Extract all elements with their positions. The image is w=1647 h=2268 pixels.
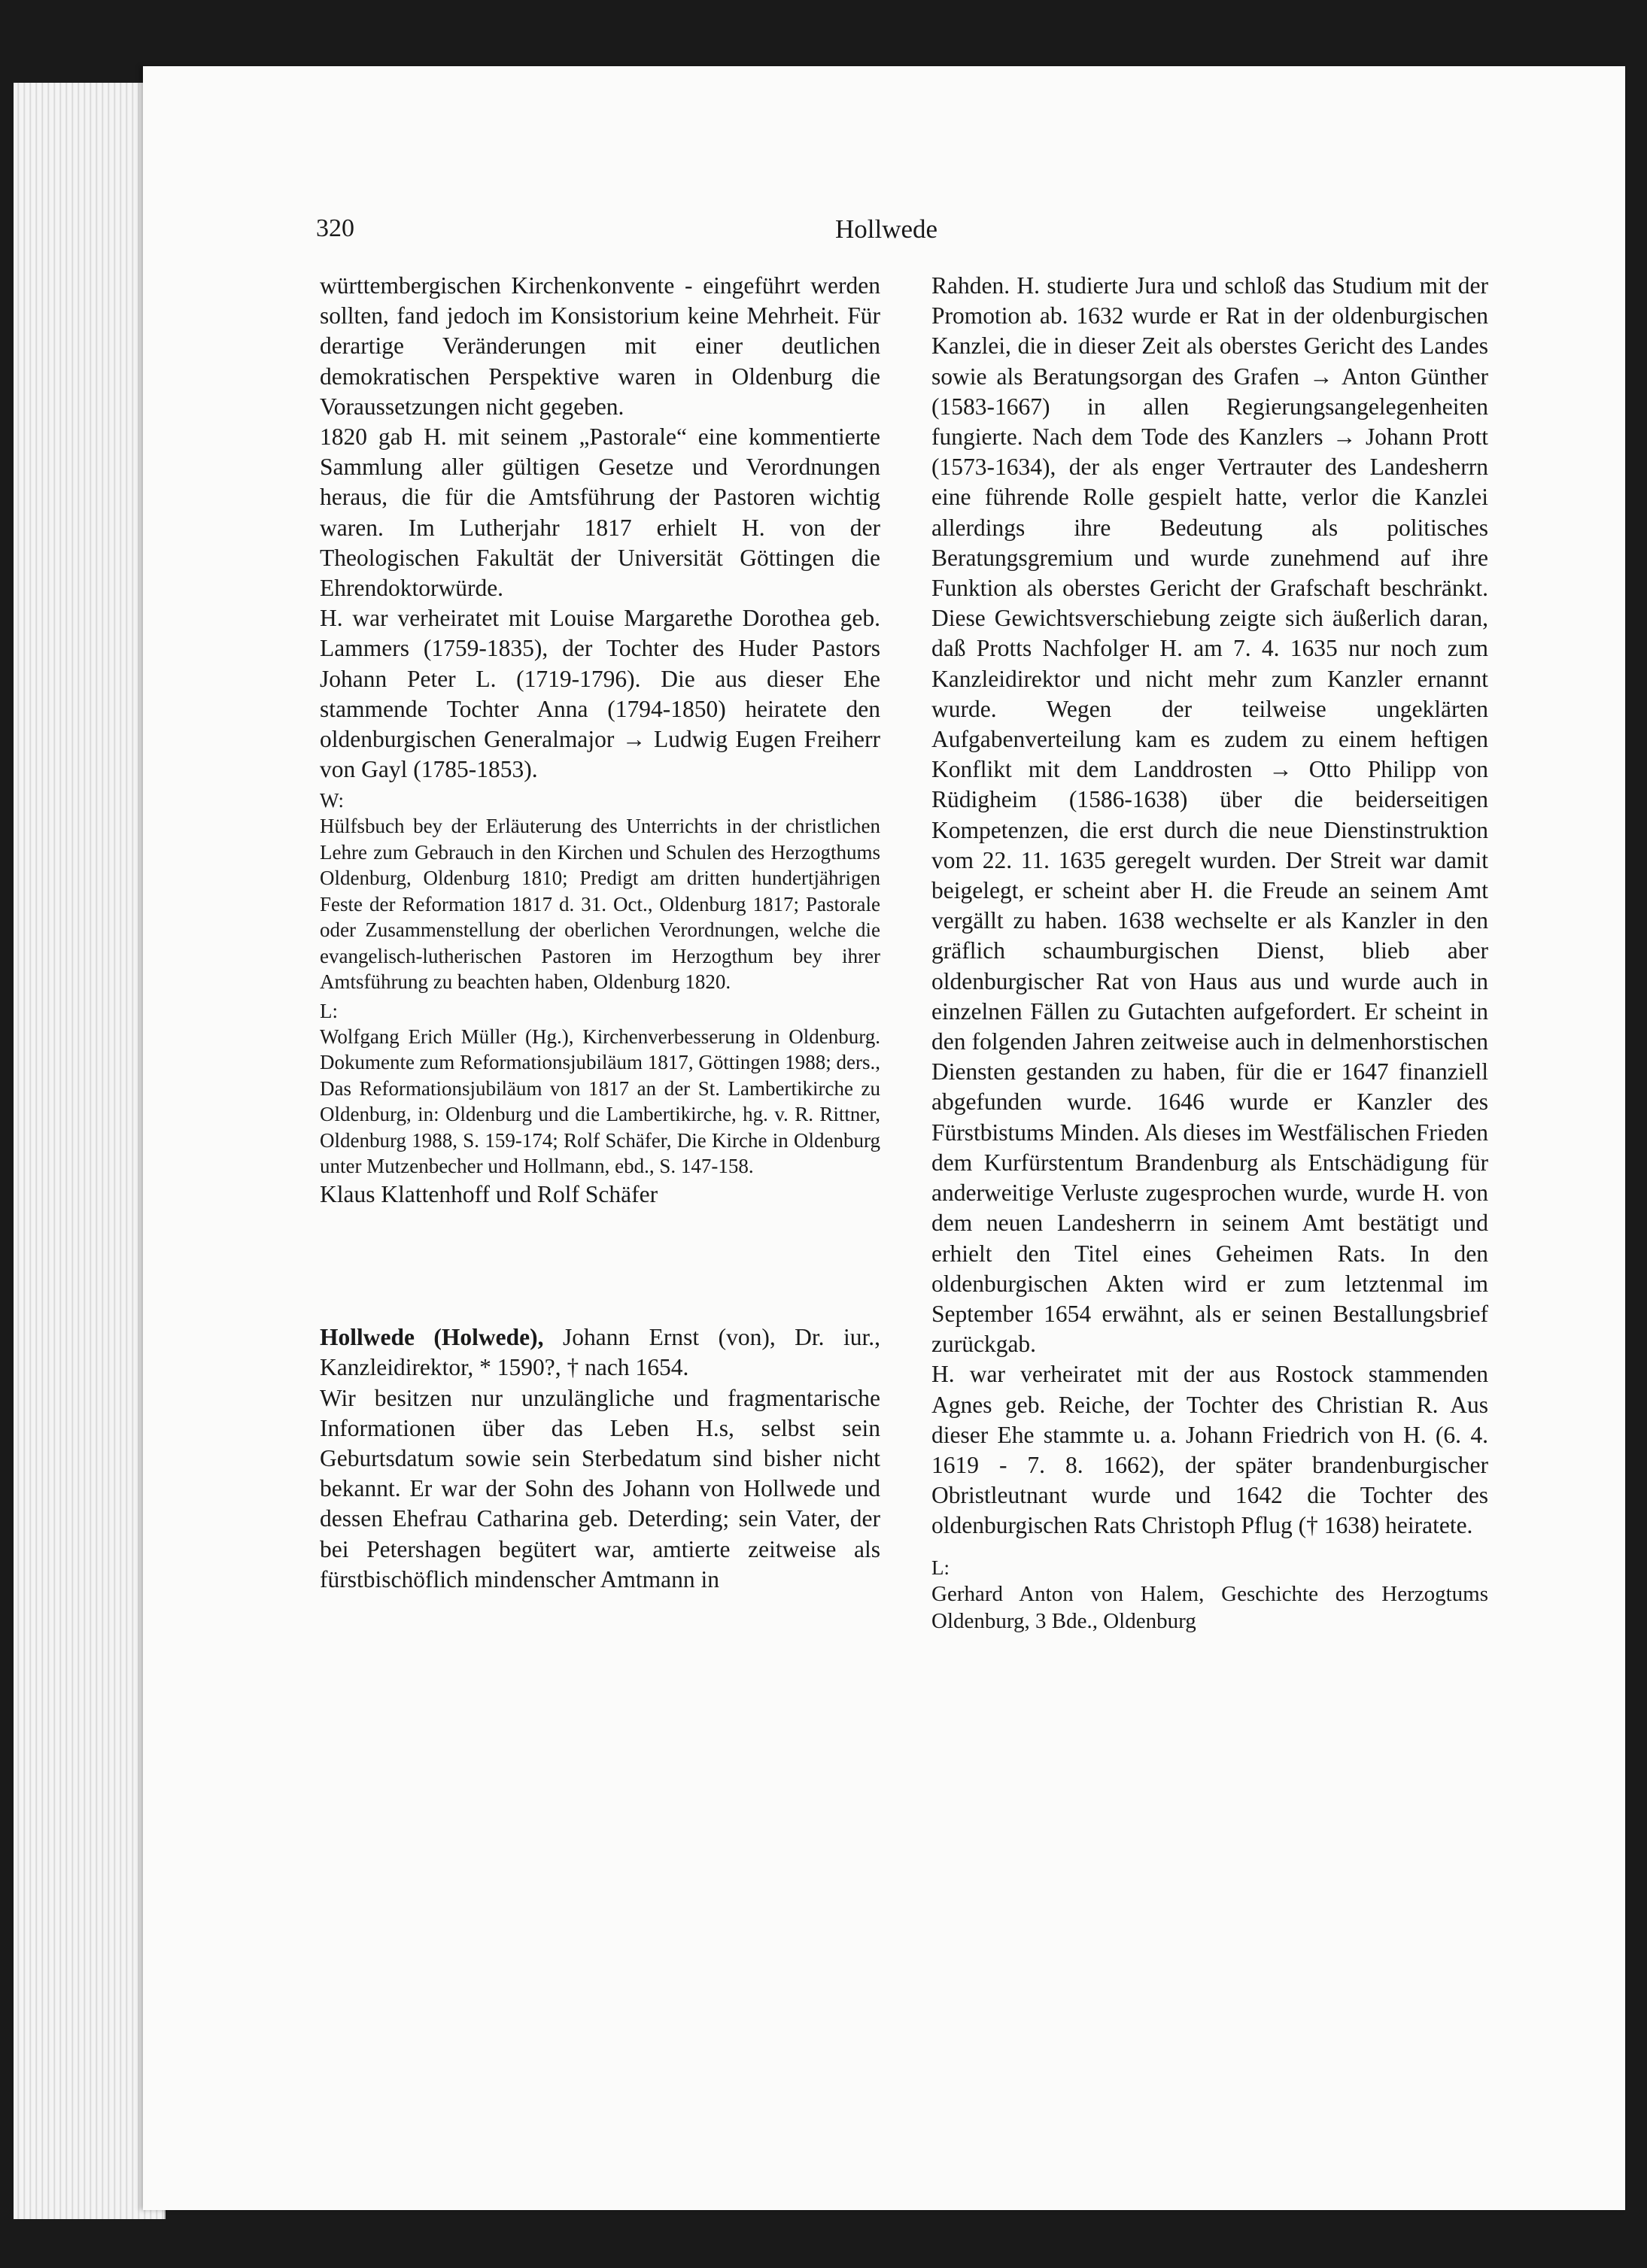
works-list: Hülfsbuch bey der Erläuterung des Unterrichts in der christlichen Lehre zum Gebrauch in den Kirchen und Schulen des Herzogthums Oldenburg, Oldenburg 1810; Predigt am dritten hundertjährigen Feste der Reformation 1817 d. 31. Oct., Oldenburg 1817; Pastorale oder Zusammenstellung der oberlichen Verordnungen, welche die evangelisch-lutherischen Pastoren im Herzogthum bey ihrer Amtsführung zu beachten haben, Oldenburg 1820. [320,815,880,994]
running-head: Hollwede [835,214,938,244]
article-authors: Klaus Klattenhoff und Rolf Schäfer [320,1180,658,1207]
literature-list: Wolfgang Erich Müller (Hg.), Kirchenverbesserung in Oldenburg. Dokumente zum Reformationsjubiläum 1817, Göttingen 1988; ders., Das Reformationsjubiläum von 1817 an der St. Lambertikirche zu Oldenburg, in: Oldenburg und die Lambertikirche, hg. v. R. Rittner, Oldenburg 1988, S. 159-174; Rolf Schäfer, Die Kirche in Oldenburg unter Mutzenbecher und Hollmann, ebd., S. 147-158. [320,1025,880,1178]
literature-label: L: [320,999,338,1022]
paragraph: H. war verheiratet mit Louise Margarethe Dorothea geb. Lammers (1759-1835), der Tochter des Huder Pastors Johann Peter L. (1719-1796). Die aus dieser Ehe stammende Tochter Anna (1794-1850) heiratete den oldenburgischen Generalmajor → Ludwig Eugen Freiherr von Gayl (1785-1853). [320,605,880,783]
entry-intro: Johann Ernst (von), Dr. iur., Kanzleidirektor, * 1590?, † nach 1654. [320,1324,880,1381]
page-number: 320 [316,214,354,242]
paragraph: württembergischen Kirchenkonvente - eingeführt werden sollten, fand jedoch im Konsistorium keine Mehrheit. Für derartige Veränderungen mit einer deutlichen demokratischen Perspektive waren in Oldenburg die Voraussetzungen nicht gegeben. [320,272,880,420]
paragraph: Wir besitzen nur unzulängliche und fragmentarische Informationen über das Leben H.s, selbst sein Geburtsdatum sowie sein Sterbedatum sind bisher nicht bekannt. Er war der Sohn des Johann von Hollwede und dessen Ehefrau Catharina geb. Deterding; sein Vater, der bei Petershagen begütert war, amtierte zeitweise als fürstbischöflich mindenscher Amtmann in [320,1384,880,1592]
paragraph: 1820 gab H. mit seinem „Pastorale“ eine kommentierte Sammlung aller gültigen Gesetze und Verordnungen heraus, die für die Amtsführung der Pastoren wichtig waren. Im Lutherjahr 1817 erhielt H. von der Theologischen Fakultät der Universität Göttingen die Ehrendoktorwürde. [320,424,880,602]
entry-head-word: Hollwede (Holwede), [320,1324,544,1351]
right-column [931,271,1488,1635]
paragraph: H. war verheiratet mit der aus Rostock stammenden Agnes geb. Reiche, der Tochter des Christian R. Aus dieser Ehe stammte u. a. Johann Friedrich von H. (6. 4. 1619 - 7. 8. 1662), der später brandenburgischer Obristleutnant wurde und 1642 die Tochter des oldenburgischen Rats Christoph Pflug († 1638) heiratete. [931,1361,1488,1539]
paragraph: Rahden. H. studierte Jura und schloß das Studium mit der Promotion ab. 1632 wurde er Rat in der oldenburgischen Kanzlei, die in dieser Zeit als oberstes Gericht des Landes sowie als Beratungsorgan des Grafen → Anton Günther (1583-1667) in allen Regierungsangelegenheiten fungierte. Nach dem Tode des Kanzlers → Johann Prott (1573-1634), der als enger Vertrauter des Landesherrn eine führende Rolle gespielt hatte, verlor die Kanzlei allerdings ihre Bedeutung als politisches Beratungsgremium und wurde zunehmend auf ihre Funktion als oberstes Gericht der Grafschaft beschränkt. Diese Gewichtsverschiebung zeigte sich äußerlich daran, daß Protts Nachfolger H. am 7. 4. 1635 nur noch zum Kanzleidirektor und nicht mehr zum Kanzler ernannt wurde. Wegen der teilweise ungeklärten Aufgabenverteilung kam es zudem zu einem heftigen Konflikt mit dem Landdrosten → Otto Philipp von Rüdigheim (1586-1638) über die beiderseitigen Kompetenzen, die erst durch die neue Dienstinstruktion vom 22. 11. 1635 geregelt wurden. Der Streit war damit beigelegt, er scheint aber H. die Freude an seinem Amt vergällt zu haben. 1638 wechselte er als Kanzler in den gräflich schaumburgischen Dienst, blieb aber oldenburgischer Rat von Haus aus und wurde auch in einzelnen Fällen zu Gutachten aufgefordert. Er scheint in den folgenden Jahren zeitweise auch in delmenhorstischen Diensten gestanden zu haben, für die er 1647 finanziell abgefunden wurde. 1646 wurde er Kanzler des Fürstbistums Minden. Als dieses im Westfälischen Frieden dem Kurfürstentum Brandenburg als Entschädigung für anderweitige Verluste zugesprochen wurde, wurde H. von dem neuen Landesherrn in seinem Amt bestätigt und erhielt den Titel eines Geheimen Rats. In den oldenburgischen Akten wird er zum letztenmal im September 1654 erwähnt, als er seinen Bestallungsbrief zurückgab. [931,272,1488,1358]
literature-label: L: [931,1556,950,1579]
literature-list: Gerhard Anton von Halem, Geschichte des Herzogtums Oldenburg, 3 Bde., Oldenburg [931,1581,1488,1633]
entry-heading [320,1322,880,1383]
works-label: W: [320,789,344,812]
left-column [320,271,880,1595]
